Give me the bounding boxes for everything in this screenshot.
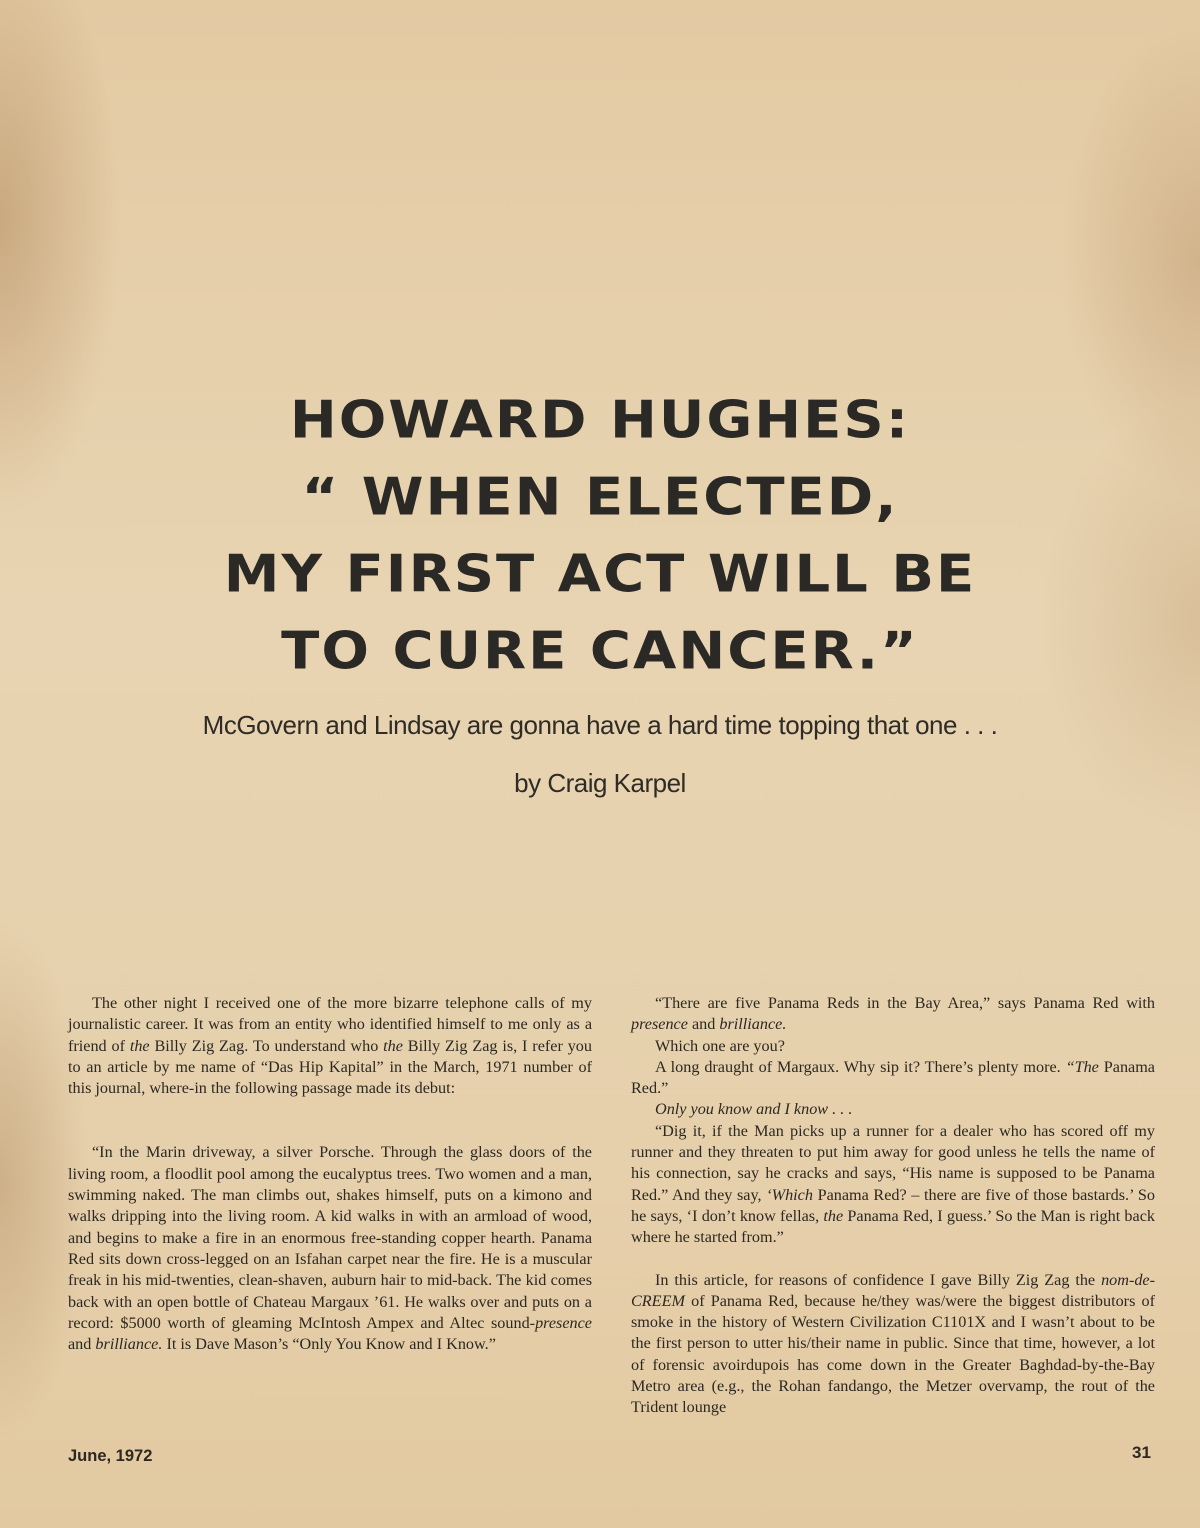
headline-line: MY FIRST ACT WILL BE — [223, 544, 977, 605]
article-paragraph: In this article, for reasons of confidence I gave Billy Zig Zag the nom-de-CREEM of Panama Red, because he/they was/were the biggest distributors of smoke in the history of Western Civilization C1101X and I wasn’t about to be the first person to utter his/their name in public. Since that time, however, a lot of forensic avoirdupois has come down in the Greater Baghdad-by-the-Bay Metro area (e.g., the Rohan fandango, the Metzer overvamp, the rout of the Trident lounge — [631, 1270, 1155, 1417]
article-quote-paragraph: “In the Marin driveway, a silver Porsche. Through the glass doors of the living room, a floodlit pool among the eucalyptus trees. Two women and a man, swimming naked. The man climbs out, shakes himself, puts on a kimono and walks dripping into the living room. A kid walks in with an armload of wood, and begins to make a fire in an enormous free-standing copper hearth. Panama Red sits down cross-legged on an Isfahan carpet near the fire. He is a muscular freak in his mid-twenties, clean-shaven, auburn hair to mid-back. The kid comes back with an open bottle of Chateau Margaux ’61. He walks over and puts on a record: $5000 worth of gleaming McIntosh Ampex and Altec sound-presence and brilliance. It is Dave Mason’s “Only You Know and I Know.” — [68, 1143, 592, 1354]
article-paragraph: Which one are you? — [655, 1036, 785, 1055]
article-paragraph: A long draught of Margaux. Why sip it? There’s plenty more. “The Panama Red.” — [631, 1057, 1155, 1098]
page-number: 31 — [1132, 1443, 1151, 1462]
article-paragraph: “Dig it, if the Man picks up a runner for a dealer who has scored off my runner and they threaten to put him away for good unless he tells the name of his connection, say he cracks and says, “His name is supposed to be Panama Red.” And they say, ‘Which Panama Red? – there are five of those bastards.’ So he says, ‘I don’t know fellas, the Panama Red, I guess.’ So the Man is right back where he started from.” — [631, 1121, 1156, 1247]
article-paragraph: “There are five Panama Reds in the Bay Area,” says Panama Red with presence and brilliance. — [631, 994, 1155, 1034]
headline-line: TO CURE CANCER.” — [281, 621, 919, 682]
headline-line: HOWARD HUGHES: — [289, 390, 911, 451]
article-paragraph: The other night I received one of the more bizarre telephone calls of my journalistic career. It was from an entity who identified himself to me only as a friend of the Billy Zig Zag. To understand who the Billy Zig Zag is, I refer you to an article by me name of “Das Hip Kapital” in the March, 1971 number of this journal, where-in the following passage made its debut: — [68, 994, 592, 1098]
subheadline: McGovern and Lindsay are gonna have a hard time topping that one . . . — [202, 710, 998, 740]
byline: by Craig Karpel — [514, 768, 686, 798]
article-paragraph: Only you know and I know . . . — [655, 1100, 853, 1119]
article-column-right — [631, 993, 1155, 1419]
headline-line: “ WHEN ELECTED, — [301, 467, 899, 528]
issue-date: June, 1972 — [68, 1447, 153, 1465]
article-column-left — [68, 993, 592, 1355]
headline — [150, 382, 1050, 690]
